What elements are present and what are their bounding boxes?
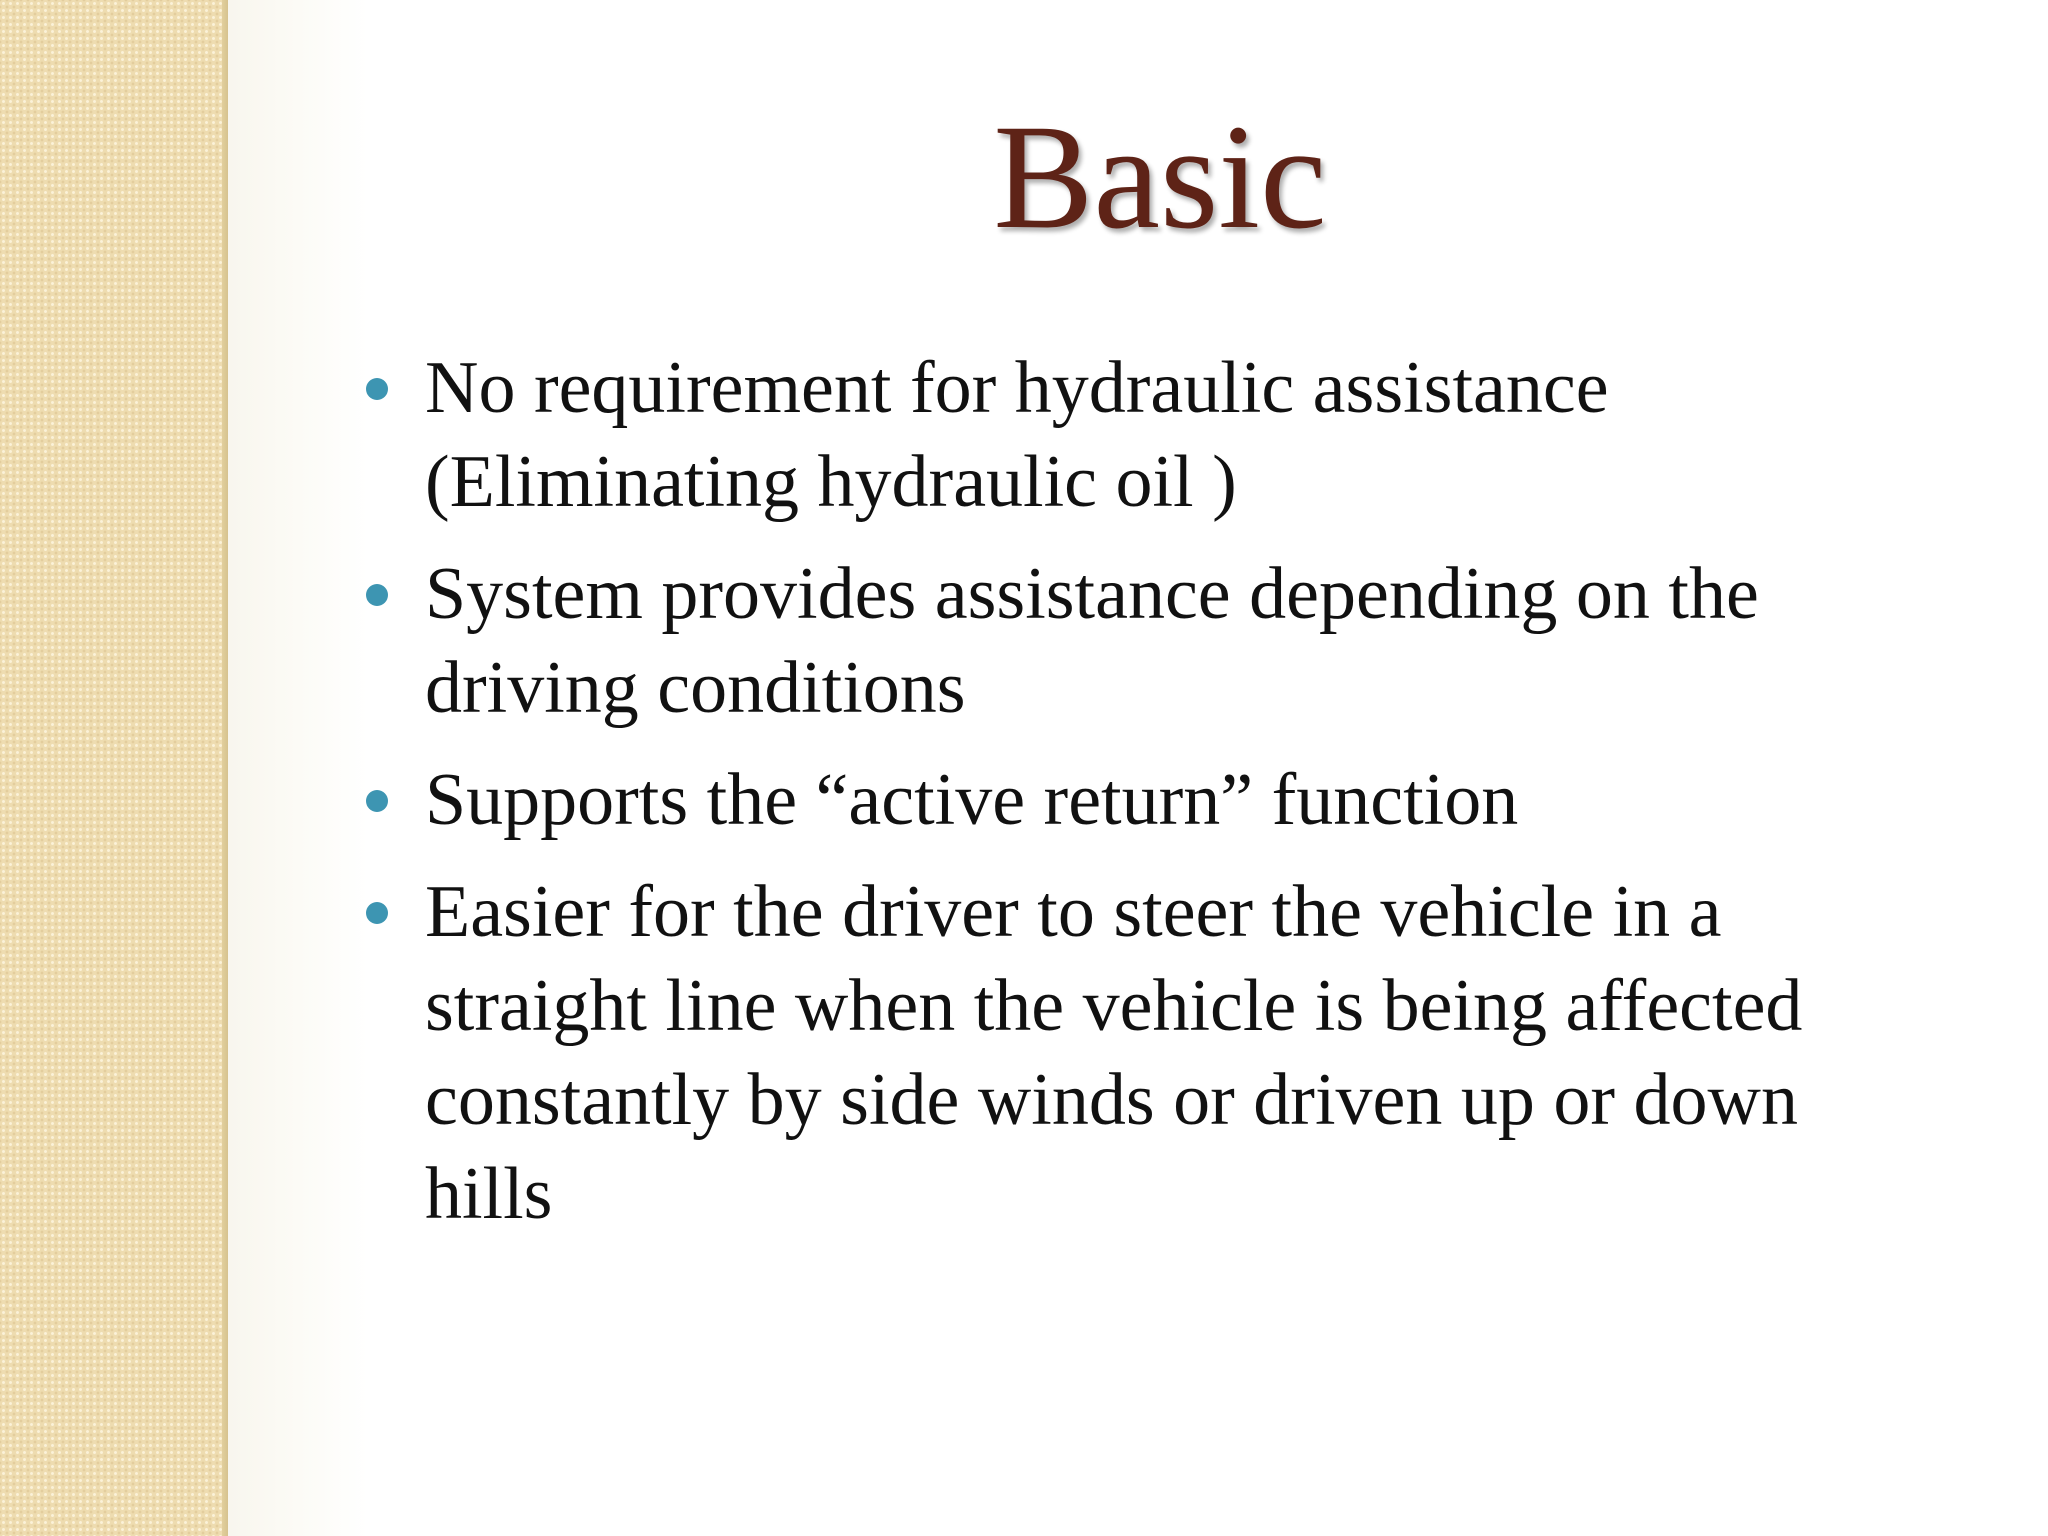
bullet-text: Easier for the driver to steer the vehicle in a straight line when the vehicle is being affected constantly by side winds or driven up or down hills	[425, 871, 1803, 1235]
slide-title: Basic	[993, 94, 1327, 260]
bullet-item-straight-line	[360, 865, 1920, 1241]
bullet-dot-icon	[366, 902, 388, 924]
bullet-item-assistance	[360, 547, 1920, 735]
bullet-text: Supports the “active return” function	[425, 759, 1519, 841]
bullet-list	[360, 341, 1920, 1259]
bullet-text: System provides assistance depending on the driving conditions	[425, 553, 1759, 729]
decorative-side-band	[0, 0, 228, 1536]
bullet-text: No requirement for hydraulic assistance (Eliminating hydraulic oil )	[425, 347, 1609, 523]
bullet-dot-icon	[366, 378, 388, 400]
bullet-item-hydraulic	[360, 341, 1920, 529]
bullet-item-active-return	[360, 753, 1920, 847]
bullet-dot-icon	[366, 790, 388, 812]
bullet-dot-icon	[366, 584, 388, 606]
